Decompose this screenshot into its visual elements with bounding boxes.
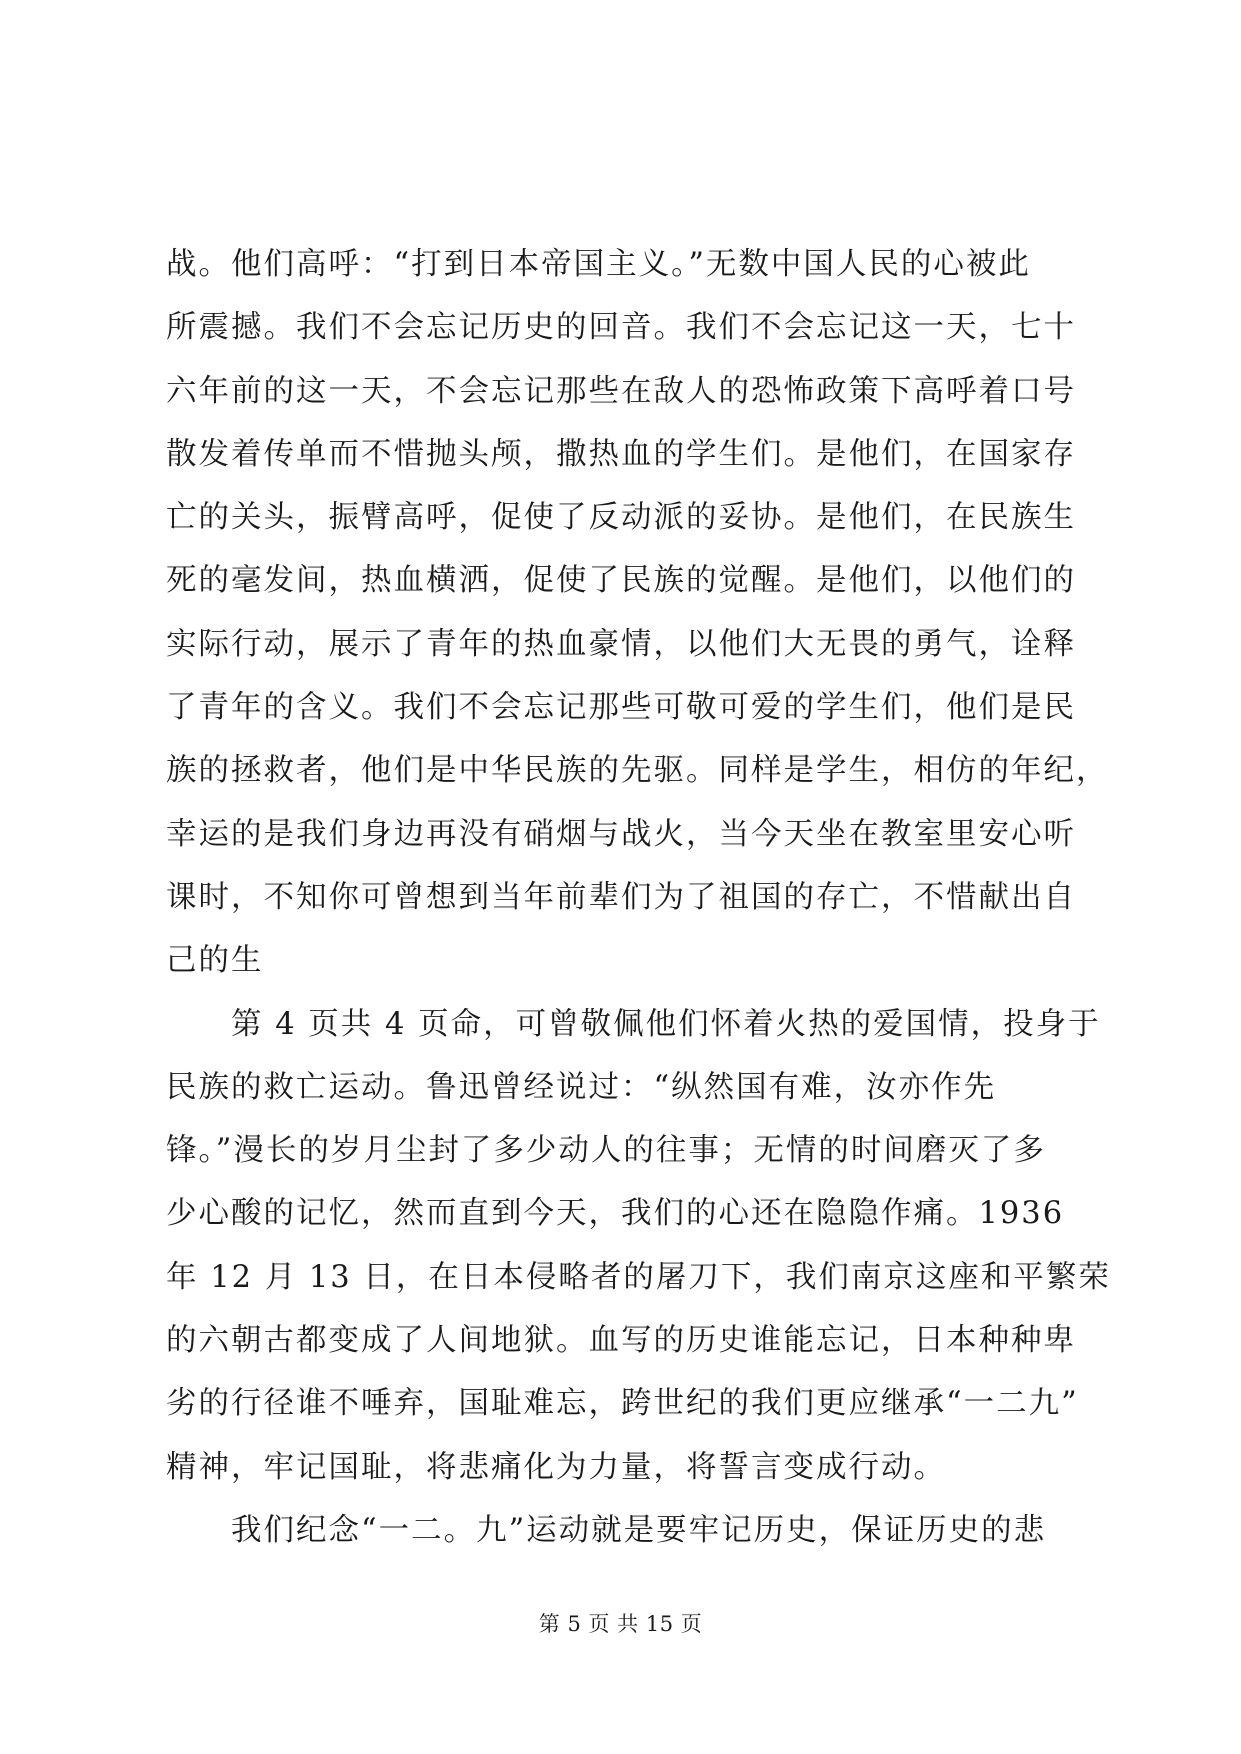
- text-line-6: 死的毫发间，热血横洒，促使了民族的觉醒。是他们，以他们的: [166, 563, 1076, 599]
- text-line-15: 锋。”漫长的岁月尘封了多少动人的往事；无情的时间磨灭了多: [166, 1133, 1046, 1169]
- text-line-1: 战。他们高呼：“打到日本帝国主义。”无数中国人民的心被此: [166, 247, 1031, 282]
- text-line-4: 散发着传单而不惜抛头颅，撒热血的学生们。是他们，在国家存: [166, 436, 1076, 472]
- text-line-18: 的六朝古都变成了人间地狱。血写的历史谁能忘记，日本种种卑: [166, 1323, 1076, 1359]
- text-line-9: 族的拯救者，他们是中华民族的先驱。同样是学生，相仿的年纪，: [166, 753, 1109, 789]
- text-line-16: 少心酸的记忆，然而直到今天，我们的心还在隐隐作痛。1936: [166, 1196, 1065, 1232]
- text-line-10: 幸运的是我们身边再没有硝烟与战火，当今天坐在教室里安心听: [166, 816, 1076, 852]
- text-line-3: 六年前的这一天，不会忘记那些在敌人的恐怖政策下高呼着口号: [166, 373, 1076, 409]
- text-line-20: 精神，牢记国耻，将悲痛化为力量，将誓言变成行动。: [166, 1449, 946, 1485]
- text-line-14: 民族的救亡运动。鲁迅曾经说过：“纵然国有难，汝亦作先: [166, 1069, 997, 1105]
- text-line-2: 所震撼。我们不会忘记历史的回音。我们不会忘记这一天，七十: [166, 310, 1076, 346]
- text-line-5: 亡的关头，振臂高呼，促使了反动派的妥协。是他们，在民族生: [166, 500, 1076, 536]
- text-line-13: 第 4 页共 4 页命，可曾敬佩他们怀着火热的爱国情，投身于: [231, 1006, 1101, 1042]
- text-line-12: 己的生: [166, 943, 264, 979]
- text-line-7: 实际行动，展示了青年的热血豪情，以他们大无畏的勇气，诠释: [166, 626, 1076, 662]
- text-line-8: 了青年的含义。我们不会忘记那些可敬可爱的学生们，他们是民: [166, 690, 1076, 726]
- text-line-11: 课时，不知你可曾想到当年前辈们为了祖国的存亡，不惜献出自: [166, 879, 1076, 915]
- text-line-17: 年 12 月 13 日，在日本侵略者的屠刀下，我们南京这座和平繁荣: [166, 1259, 1111, 1295]
- body-text: [166, 233, 1111, 1562]
- page-footer: 第 5 页 共 15 页: [538, 1612, 703, 1636]
- text-line-21: 我们纪念“一二。九”运动就是要牢记历史，保证历史的悲: [231, 1512, 1047, 1548]
- text-line-19: 劣的行径谁不唾弃，国耻难忘，跨世纪的我们更应继承“一二九”: [166, 1386, 1079, 1422]
